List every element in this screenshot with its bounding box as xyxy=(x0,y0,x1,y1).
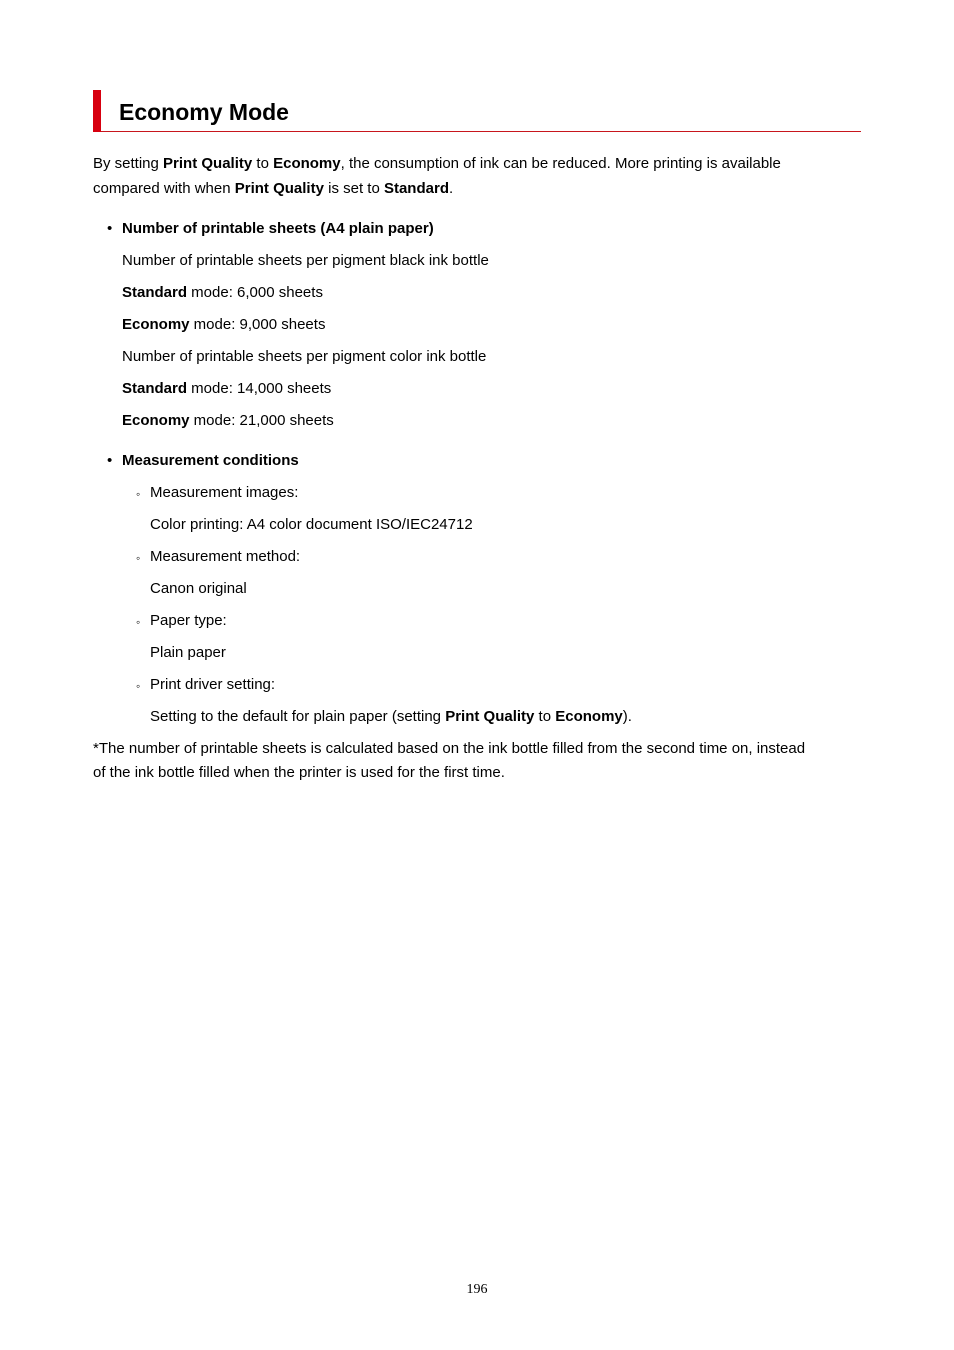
bullet-marker: • xyxy=(107,452,113,469)
intro-line-1 xyxy=(93,154,781,174)
intro-text: compared with when xyxy=(93,180,235,197)
intro-bold: Standard xyxy=(383,180,449,197)
black-bottle-label: Number of printable sheets per pigment black ink bottle xyxy=(122,252,489,269)
value-bold: Print Quality xyxy=(445,708,535,725)
intro-bold: Print Quality xyxy=(163,155,253,172)
intro-text: . xyxy=(448,180,454,197)
title-block xyxy=(93,90,861,132)
page-title: Economy Mode xyxy=(119,99,289,125)
intro-text: to xyxy=(252,155,274,172)
section-heading-measurement-conditions: Measurement conditions xyxy=(122,452,299,469)
value-bold: Economy xyxy=(555,708,623,725)
condition-label: Print driver setting: xyxy=(150,676,276,693)
black-standard-line xyxy=(122,283,323,303)
color-economy-line xyxy=(122,411,334,431)
intro-bold: Print Quality xyxy=(234,180,324,197)
title-accent-bar xyxy=(93,90,101,132)
condition-value: Color printing: A4 color document ISO/IEC24712 xyxy=(150,516,473,533)
footnote-line-2: of the ink bottle filled when the printer is used for the first time. xyxy=(93,764,505,781)
color-standard-line xyxy=(122,379,331,399)
color-bottle-label: Number of printable sheets per pigment color ink bottle xyxy=(122,348,487,365)
value-text: ). xyxy=(622,708,632,725)
section-heading-printable-sheets: Number of printable sheets (A4 plain paper) xyxy=(122,220,434,237)
condition-label: Measurement images: xyxy=(150,484,299,501)
value-text: Setting to the default for plain paper (setting xyxy=(150,708,446,725)
mode-name: Standard xyxy=(122,284,188,301)
mode-value: mode: 21,000 sheets xyxy=(189,412,334,429)
mode-name: Economy xyxy=(122,316,190,333)
condition-value xyxy=(150,707,632,727)
intro-text: is set to xyxy=(323,180,384,197)
value-text: to xyxy=(534,708,556,725)
sub-bullet-marker: ◦ xyxy=(136,487,141,501)
sub-bullet-marker: ◦ xyxy=(136,615,141,629)
sub-bullet-marker: ◦ xyxy=(136,679,141,693)
condition-value: Plain paper xyxy=(150,644,226,661)
mode-value: mode: 14,000 sheets xyxy=(187,380,332,397)
intro-bold: Economy xyxy=(273,155,341,172)
condition-label: Paper type: xyxy=(150,612,227,629)
sub-bullet-marker: ◦ xyxy=(136,551,141,565)
page-number: 196 xyxy=(466,1282,488,1297)
footnote-line-1: *The number of printable sheets is calculated based on the ink bottle filled from the second time on, instead xyxy=(93,740,806,757)
mode-value: mode: 6,000 sheets xyxy=(187,284,323,301)
mode-name: Economy xyxy=(122,412,190,429)
condition-value: Canon original xyxy=(150,580,247,597)
mode-value: mode: 9,000 sheets xyxy=(189,316,326,333)
bullet-marker: • xyxy=(107,220,113,237)
intro-text: By setting xyxy=(93,155,164,172)
intro-text: , the consumption of ink can be reduced. More printing is available xyxy=(340,155,781,172)
mode-name: Standard xyxy=(122,380,188,397)
intro-line-2 xyxy=(93,179,453,199)
black-economy-line xyxy=(122,315,325,335)
condition-label: Measurement method: xyxy=(150,548,301,565)
